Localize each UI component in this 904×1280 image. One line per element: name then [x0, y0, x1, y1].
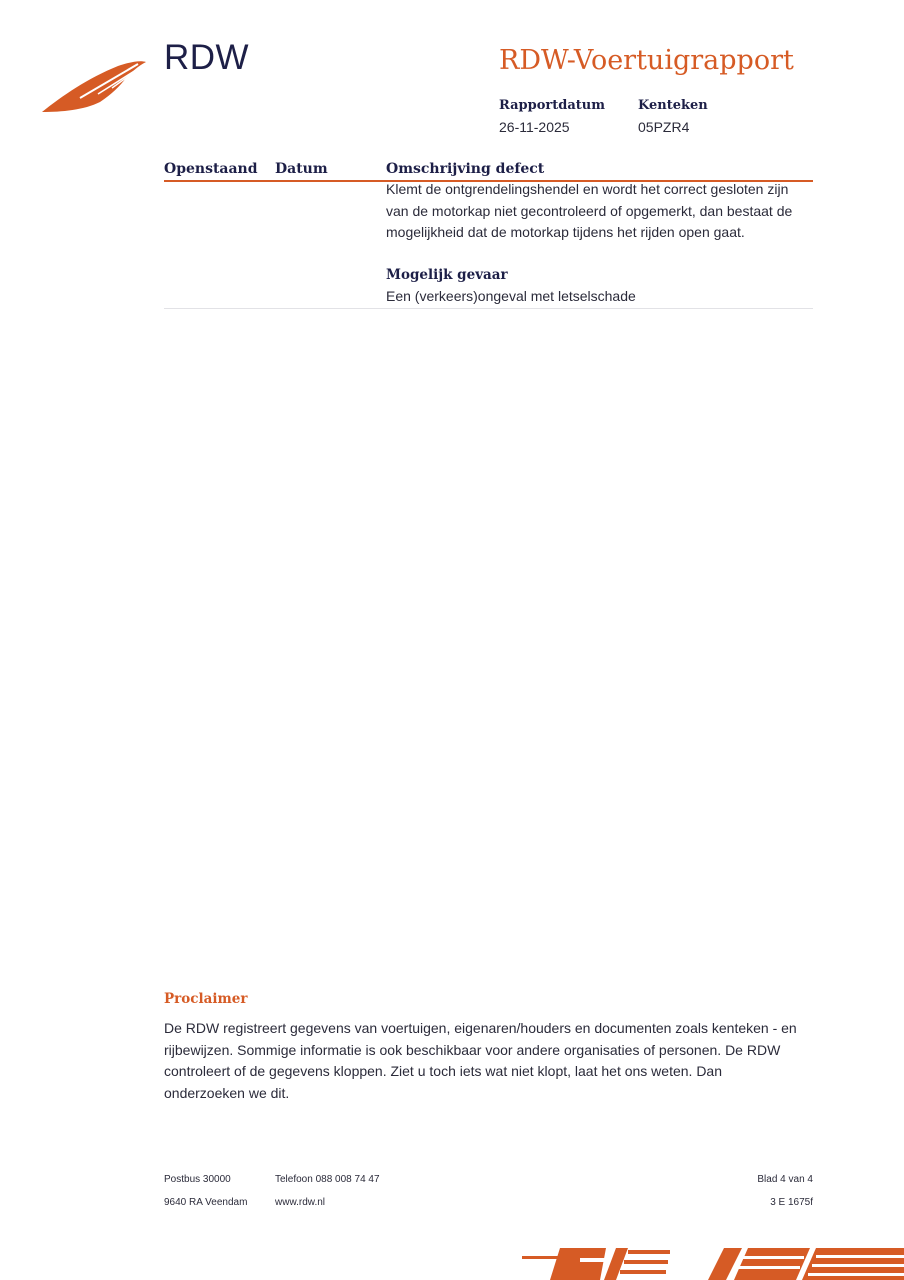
plate-label: Kenteken: [638, 98, 708, 113]
footer-page-number: Blad 4 van 4: [757, 1174, 813, 1185]
footer-website[interactable]: www.rdw.nl: [275, 1197, 326, 1208]
footer-code: 3 E 1675f: [770, 1197, 813, 1208]
page-title: RDW-Voertuigrapport: [499, 45, 794, 76]
danger-value: Een (verkeers)ongeval met letselschade: [386, 288, 636, 304]
rdw-stripes-decoration-icon: [520, 1244, 904, 1280]
plate-value: 05PZR4: [638, 119, 690, 135]
footer-phone: Telefoon 088 008 74 47: [275, 1174, 380, 1185]
disclaimer-text: De RDW registreert gegevens van voertuigen, eigenaren/houders en documenten zoals kenteken - en rijbewijzen. Sommige informatie is ook beschikbaar voor andere organisaties of personen. De RDW controleert of de gegevens kloppen. Ziet u toch iets wat niet klopt, laat het ons weten. Dan onderzoeken we dit.: [164, 1020, 797, 1101]
report-date-label: Rapportdatum: [499, 98, 605, 113]
defect-description: Klemt de ontgrendelingshendel en wordt het correct gesloten zijn van de motorkap niet gecontroleerd of opgemerkt, dan bestaat de mogelijkheid dat de motorkap tijdens het rijden open gaat.: [386, 181, 793, 240]
table-row-divider: [164, 308, 813, 309]
disclaimer-title: Proclaimer: [164, 991, 248, 1007]
column-header-omschrijving: Omschrijving defect: [386, 161, 545, 177]
column-header-datum: Datum: [275, 161, 328, 177]
footer-postbus: Postbus 30000: [164, 1174, 231, 1185]
footer-city: 9640 RA Veendam: [164, 1197, 248, 1208]
column-header-openstaand: Openstaand: [164, 161, 258, 177]
danger-label: Mogelijk gevaar: [386, 267, 508, 283]
rdw-feather-logo-icon: [40, 56, 150, 116]
report-date-value: 26-11-2025: [499, 119, 570, 135]
brand-name: RDW: [164, 38, 250, 77]
